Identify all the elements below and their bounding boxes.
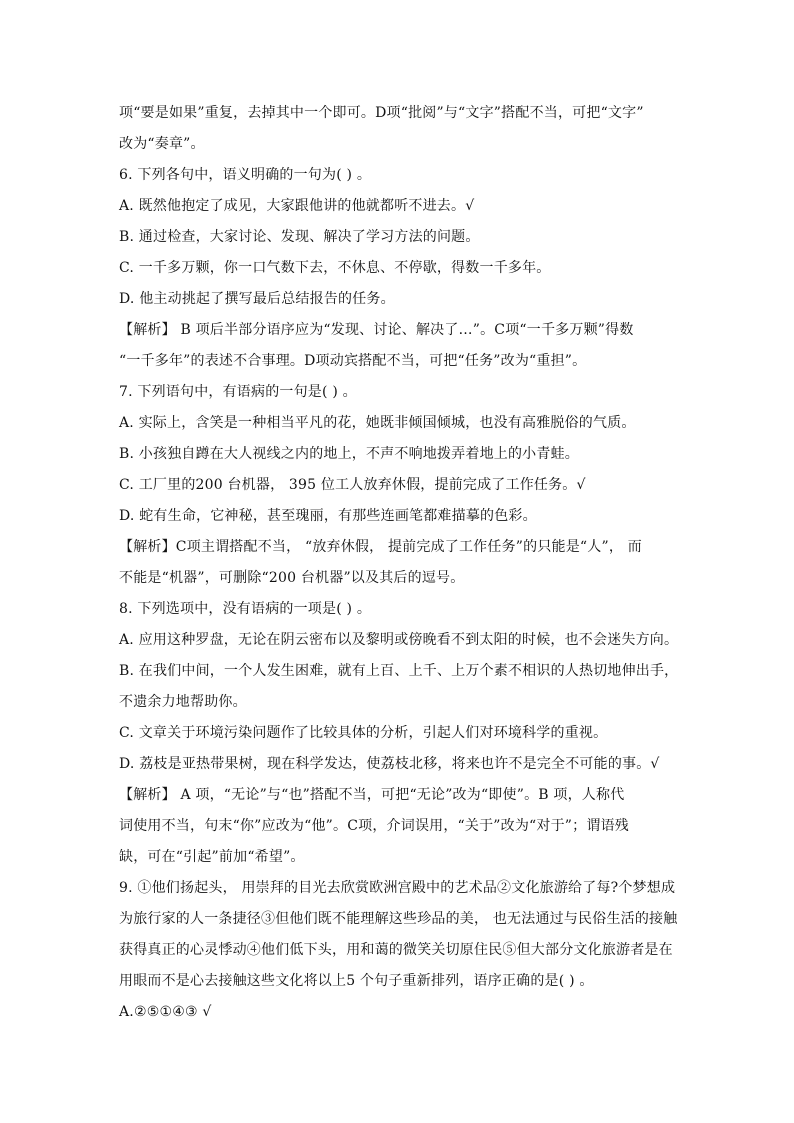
question-8-analysis: 词使用不当，句末“你”应改为“他”。C项，介词误用，“关于”改为“对于”；谓语残 xyxy=(119,818,629,834)
question-8-option-b: B. 在我们中间，一个人发生困难，就有上百、上千、上万个素不相识的人热切地伸出手， xyxy=(119,663,679,679)
question-9-stem: 获得真正的心灵悸动④他们低下头，用和蔼的微笑关切原住民⑤但大部分文化旅游者是在 xyxy=(119,942,673,958)
question-6-analysis: 【解析】 B 项后半部分语序应为“发现、讨论、解决了…”。C项“一千多万颗”得数 xyxy=(119,322,634,338)
question-7-option-c: C. 工厂里的200 台机器， 395 位工人放弃休假，提前完成了工作任务。√ xyxy=(119,477,586,493)
question-8-option-b: 不遗余力地帮助你。 xyxy=(119,694,247,710)
question-7-option-b: B. 小孩独自蹲在大人视线之内的地上，不声不响地拨弄着地上的小青蛙。 xyxy=(119,446,579,462)
question-6-option-a: A. 既然他抱定了成见，大家跟他讲的他就都听不进去。√ xyxy=(119,198,475,214)
question-6-analysis: “一千多年”的表述不合事理。D项动宾搭配不当，可把“任务”改为“重担”。 xyxy=(119,353,587,369)
text-line: 项“要是如果”重复，去掉其中一个即可。D项“批阅”与“文字”搭配不当，可把“文字” xyxy=(119,105,644,121)
question-9-option-a: A.②⑤①④③ √ xyxy=(119,1004,212,1020)
question-7-option-a: A. 实际上，含笑是一种相当平凡的花，她既非倾国倾城，也没有高雅脱俗的气质。 xyxy=(119,415,636,431)
question-6-option-d: D. 他主动挑起了撰写最后总结报告的任务。 xyxy=(119,291,395,307)
text-line: 改为“奏章”。 xyxy=(119,136,205,152)
question-8-analysis: 缺，可在“引起”前加“希望”。 xyxy=(119,849,305,865)
question-8-option-c: C. 文章关于环境污染问题作了比较具体的分析，引起人们对环境科学的重视。 xyxy=(119,725,608,741)
question-6-option-b: B. 通过检查，大家讨论、发现、解决了学习方法的问题。 xyxy=(119,229,480,245)
question-6-stem: 6. 下列各句中，语义明确的一句为( ) 。 xyxy=(119,167,372,183)
question-8-analysis: 【解析】 A 项，“无论”与“也”搭配不当，可把“无论”改为“即使”。B 项，人称代 xyxy=(119,787,625,803)
question-7-analysis: 【解析】C项主谓搭配不当， “放弃休假， 提前完成了工作任务”的只能是“人”， 而 xyxy=(119,539,642,555)
question-8-option-d: D. 荔枝是亚热带果树，现在科学发达，使荔枝北移，将来也许不是完全不可能的事。√ xyxy=(119,756,660,772)
question-9-stem: 为旅行家的人一条捷径③但他们既不能理解这些珍品的美， 也无法通过与民俗生活的接触 xyxy=(119,911,678,927)
question-9-stem: 用眼而不是心去接触这些文化将以上5 个句子重新排列，语序正确的是( ) 。 xyxy=(119,973,594,989)
question-7-analysis: 不能是“机器”，可删除“200 台机器”以及其后的逗号。 xyxy=(119,570,465,586)
question-9-stem: 9. ①他们扬起头， 用崇拜的目光去欣赏欧洲宫殿中的艺术品②文化旅游给了每?个梦想成 xyxy=(119,880,676,896)
question-8-option-a: A. 应用这种罗盘，无论在阴云密布以及黎明或傍晚看不到太阳的时候，也不会迷失方向。 xyxy=(119,632,679,648)
question-6-option-c: C. 一千多万颗，你一口气数下去，不休息、不停歇，得数一千多年。 xyxy=(119,260,551,276)
question-7-option-d: D. 蛇有生命，它神秘，甚至瑰丽，有那些连画笔都难描摹的色彩。 xyxy=(119,508,537,524)
question-8-stem: 8. 下列选项中，没有语病的一项是( ) 。 xyxy=(119,601,372,617)
question-7-stem: 7. 下列语句中，有语病的一句是( ) 。 xyxy=(119,384,357,400)
